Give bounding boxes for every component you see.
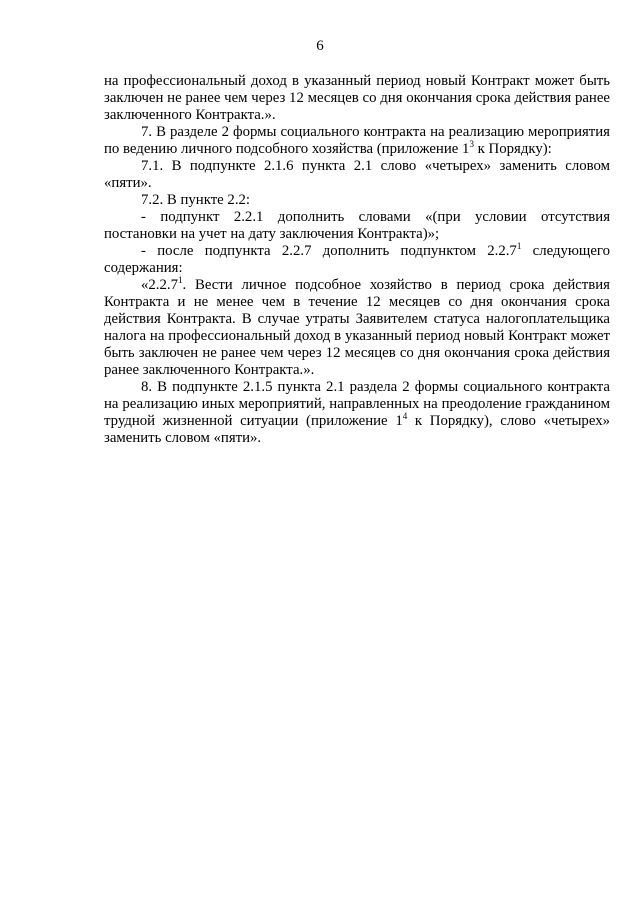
paragraph-text: следующего содержания:: [104, 243, 610, 276]
paragraph-item-8: [104, 379, 610, 447]
paragraph-item-7-1: 7.1. В подпункте 2.1.6 пункта 2.1 слово «четырех» заменить словом «пяти».: [104, 158, 610, 191]
page-number: 6: [316, 38, 324, 54]
superscript: 4: [402, 411, 408, 421]
paragraph-continuation: на профессиональный доход в указанный период новый Контракт может быть заключен не ранее чем через 12 месяцев со дня окончания срока действия ранее заключенного Контракта.».: [104, 73, 610, 123]
paragraph-text: к Порядку):: [473, 141, 552, 157]
superscript: 1: [516, 241, 522, 251]
document-body: [104, 73, 610, 447]
paragraph-text: - после подпункта 2.2.7 дополнить подпунктом 2.2.7: [141, 243, 517, 259]
paragraph-text: к Порядку), слово «четырех» заменить словом «пяти».: [104, 413, 610, 446]
superscript: 3: [469, 139, 474, 149]
paragraph-text: 7. В разделе 2 формы социального контракта на реализацию мероприятия по ведению личного подсобного хозяйства (приложение 1: [104, 124, 610, 157]
paragraph-text: . Вести личное подсобное хозяйство в период срока действия Контракта и не менее чем в течение 12 месяцев со дня окончания срока действия Контракта. В случае утраты Заявителем статуса налогоплательщика налога на профессиональный доход в указанный период новый Контракт может быть заключен не ранее чем через 12 месяцев со дня окончания срока действия ранее заключенного Контракта.».: [104, 277, 610, 378]
paragraph-text: «2.2.7: [141, 277, 178, 293]
paragraph-subitem-2-2-7: [104, 243, 610, 277]
paragraph-text: 8. В подпункте 2.1.5 пункта 2.1 раздела 2 формы социального контракта на реализацию иных мероприятий, направленных на преодоление гражданином трудной жизненной ситуации (приложение 1: [104, 379, 610, 429]
paragraph-item-7-2: 7.2. В пункте 2.2:: [141, 192, 251, 208]
paragraph-item-7: [104, 124, 610, 158]
paragraph-quoted-2-2-7-1: [104, 277, 610, 379]
paragraph-subitem-2-2-1: - подпункт 2.2.1 дополнить словами «(при условии отсутствия постановки на учет на дату заключения Контракта)»;: [104, 209, 610, 242]
superscript: 1: [178, 275, 183, 285]
